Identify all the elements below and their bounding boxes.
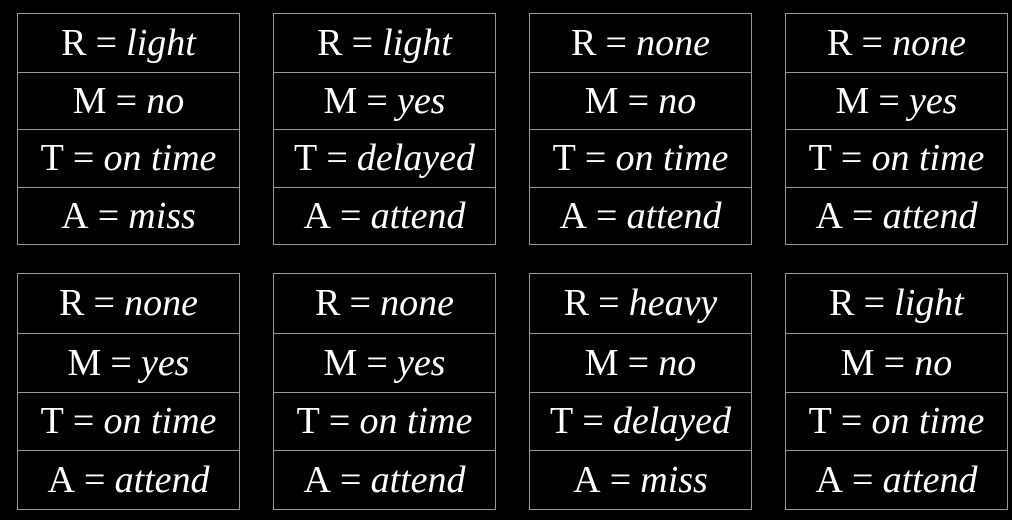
variable-row xyxy=(530,392,751,451)
equals-sign: = xyxy=(93,282,115,325)
variable-label: M xyxy=(584,79,619,122)
variable-label: R xyxy=(315,282,341,325)
variable-value: none xyxy=(636,21,710,64)
equals-sign: = xyxy=(609,459,632,502)
equals-sign: = xyxy=(840,137,863,180)
variable-label: A xyxy=(61,194,89,237)
variable-label: A xyxy=(303,194,331,237)
variable-value: yes xyxy=(140,341,190,384)
variable-row xyxy=(786,392,1007,451)
variable-row xyxy=(18,333,239,392)
variable-row xyxy=(274,450,495,509)
variable-row xyxy=(274,187,495,245)
variable-row xyxy=(530,187,751,245)
variable-label: R xyxy=(317,21,343,64)
variable-value: on time xyxy=(103,400,217,443)
variable-label: M xyxy=(840,341,875,384)
sample-card-7 xyxy=(529,273,752,510)
variable-label: R xyxy=(59,282,85,325)
variable-value: no xyxy=(914,341,953,384)
variable-label: T xyxy=(808,137,832,180)
equals-sign: = xyxy=(97,194,120,237)
equals-sign: = xyxy=(366,341,388,384)
equals-sign: = xyxy=(340,459,362,502)
sample-card-6 xyxy=(273,273,496,510)
variable-row xyxy=(274,392,495,451)
sample-card-3 xyxy=(529,13,752,245)
variable-row xyxy=(530,72,751,130)
variable-label: R xyxy=(61,21,87,64)
variable-label: M xyxy=(584,341,619,384)
equals-sign: = xyxy=(852,194,874,237)
equals-sign: = xyxy=(627,79,650,122)
variable-row xyxy=(786,333,1007,392)
variable-value: none xyxy=(124,282,198,325)
variable-label: R xyxy=(571,21,597,64)
equals-sign: = xyxy=(351,21,374,64)
variable-row xyxy=(18,392,239,451)
variable-label: A xyxy=(303,459,331,502)
variable-value: attend xyxy=(626,194,722,237)
variable-value: yes xyxy=(396,341,446,384)
variable-label: A xyxy=(47,459,75,502)
variable-label: M xyxy=(323,341,358,384)
equals-sign: = xyxy=(883,341,906,384)
variable-label: R xyxy=(829,282,855,325)
variable-value: on time xyxy=(103,137,217,180)
variable-label: R xyxy=(827,21,853,64)
equals-sign: = xyxy=(584,137,607,180)
variable-label: T xyxy=(808,400,832,443)
equals-sign: = xyxy=(84,459,106,502)
equals-sign: = xyxy=(598,282,620,325)
equals-sign: = xyxy=(110,341,132,384)
variable-label: T xyxy=(549,400,574,443)
variable-row xyxy=(530,274,751,333)
equals-sign: = xyxy=(852,459,874,502)
variable-label: M xyxy=(835,79,870,122)
variable-value: none xyxy=(380,282,454,325)
variable-label: A xyxy=(815,459,843,502)
equals-sign: = xyxy=(326,137,348,180)
variable-label: T xyxy=(40,400,64,443)
equals-sign: = xyxy=(366,79,388,122)
sample-card-2 xyxy=(273,13,496,245)
equals-sign: = xyxy=(863,282,886,325)
equals-sign: = xyxy=(596,194,618,237)
variable-row xyxy=(786,274,1007,333)
variable-value: attend xyxy=(370,459,466,502)
equals-sign: = xyxy=(627,341,650,384)
equals-sign: = xyxy=(878,79,900,122)
variable-value: light xyxy=(894,282,964,325)
variable-value: miss xyxy=(640,459,708,502)
variable-row xyxy=(274,129,495,187)
variable-row xyxy=(274,14,495,72)
equals-sign: = xyxy=(328,400,351,443)
variable-label: R xyxy=(563,282,590,325)
variable-label: A xyxy=(573,459,601,502)
variable-label: A xyxy=(815,194,843,237)
sample-cards-grid xyxy=(17,13,1012,510)
variable-value: light xyxy=(382,21,452,64)
variable-value: attend xyxy=(370,194,466,237)
variable-row xyxy=(786,187,1007,245)
variable-row xyxy=(786,72,1007,130)
variable-row xyxy=(18,187,239,245)
variable-value: on time xyxy=(871,400,985,443)
sample-card-4 xyxy=(785,13,1008,245)
variable-row xyxy=(530,129,751,187)
variable-row xyxy=(786,450,1007,509)
equals-sign: = xyxy=(349,282,371,325)
equals-sign: = xyxy=(861,21,883,64)
variable-label: T xyxy=(296,400,320,443)
sample-card-1 xyxy=(17,13,240,245)
variable-row xyxy=(786,14,1007,72)
variable-label: M xyxy=(72,79,107,122)
variable-label: M xyxy=(67,341,102,384)
variable-row xyxy=(18,72,239,130)
variable-value: on time xyxy=(359,400,473,443)
variable-label: A xyxy=(559,194,587,237)
variable-label: T xyxy=(552,137,576,180)
equals-sign: = xyxy=(840,400,863,443)
variable-row xyxy=(18,129,239,187)
variable-value: attend xyxy=(882,459,978,502)
variable-value: attend xyxy=(882,194,978,237)
equals-sign: = xyxy=(582,400,604,443)
equals-sign: = xyxy=(72,400,95,443)
variable-row xyxy=(18,14,239,72)
variable-row xyxy=(18,450,239,509)
equals-sign: = xyxy=(95,21,118,64)
variable-value: no xyxy=(658,341,697,384)
equals-sign: = xyxy=(605,21,627,64)
variable-value: delayed xyxy=(356,137,476,180)
variable-value: on time xyxy=(871,137,985,180)
variable-value: none xyxy=(892,21,966,64)
variable-value: no xyxy=(146,79,185,122)
variable-row xyxy=(18,274,239,333)
variable-value: no xyxy=(658,79,697,122)
equals-sign: = xyxy=(340,194,362,237)
variable-row xyxy=(274,274,495,333)
variable-label: T xyxy=(40,137,64,180)
variable-value: miss xyxy=(128,194,196,237)
variable-value: heavy xyxy=(628,282,718,325)
variable-row xyxy=(274,333,495,392)
variable-value: on time xyxy=(615,137,729,180)
variable-row xyxy=(530,450,751,509)
equals-sign: = xyxy=(115,79,138,122)
variable-label: T xyxy=(293,137,318,180)
variable-label: M xyxy=(323,79,358,122)
variable-value: attend xyxy=(114,459,210,502)
variable-row xyxy=(530,333,751,392)
sample-card-8 xyxy=(785,273,1008,510)
sample-card-5 xyxy=(17,273,240,510)
variable-value: light xyxy=(126,21,196,64)
equals-sign: = xyxy=(72,137,95,180)
variable-row xyxy=(530,14,751,72)
variable-row xyxy=(786,129,1007,187)
variable-value: yes xyxy=(908,79,958,122)
variable-row xyxy=(274,72,495,130)
variable-value: yes xyxy=(396,79,446,122)
variable-value: delayed xyxy=(612,400,732,443)
